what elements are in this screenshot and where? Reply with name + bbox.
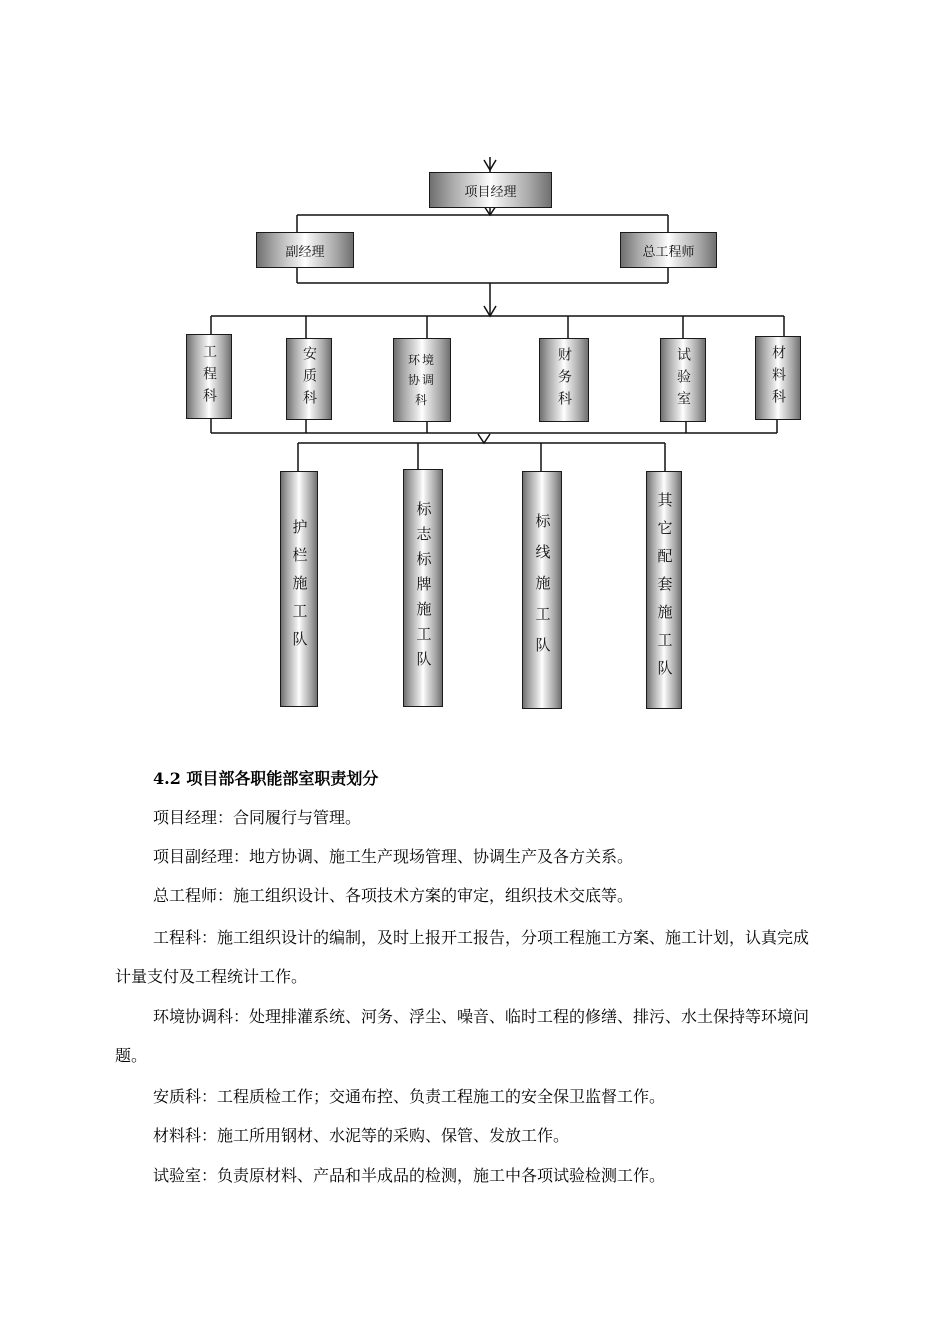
box-deputy-manager: 副经理 [256,232,354,268]
box-team-markings: 标线施工队 [522,471,562,709]
box-dept-engineering: 工程科 [186,334,232,419]
box-dept-finance: 财务科 [539,338,589,422]
para-project-manager: 项目经理：合同履行与管理。 [153,808,362,827]
section-heading: 4.2 项目部各职能部室职责划分 [153,769,379,788]
para-chief-engineer: 总工程师：施工组织设计、各项技术方案的审定，组织技术交底等。 [153,886,634,905]
box-team-guardrail: 护栏施工队 [280,471,318,707]
box-dept-environment [393,338,451,422]
para-engineering: 工程科：施工组织设计的编制，及时上报开工报告，分项工程施工方案、施工计划，认真完成计量支付及工程统计工作。 [115,928,810,986]
para-lab: 试验室：负责原材料、产品和半成品的检测，施工中各项试验检测工作。 [153,1166,666,1185]
box-dept-materials: 材料科 [755,336,801,420]
env-dept-label: 环境协调科 [408,353,437,407]
para-materials: 材料科：施工所用钢材、水泥等的采购、保管、发放工作。 [153,1126,570,1145]
box-dept-safety-quality: 安质科 [286,338,332,420]
para-deputy-manager: 项目副经理：地方协调、施工生产现场管理、协调生产及各方关系。 [153,847,634,866]
box-team-other: 其它配套施工队 [646,471,682,709]
box-dept-lab: 试验室 [660,338,706,422]
box-chief-engineer: 总工程师 [620,232,717,268]
box-project-manager: 项目经理 [429,172,552,208]
box-team-signs: 标志标牌施工队 [403,469,443,707]
para-safety-quality: 安质科：工程质检工作；交通布控、负责工程施工的安全保卫监督工作。 [153,1087,666,1106]
para-environment: 环境协调科：处理排灌系统、河务、浮尘、噪音、临时工程的修缮、排污、水土保持等环境问题。 [115,1007,810,1065]
